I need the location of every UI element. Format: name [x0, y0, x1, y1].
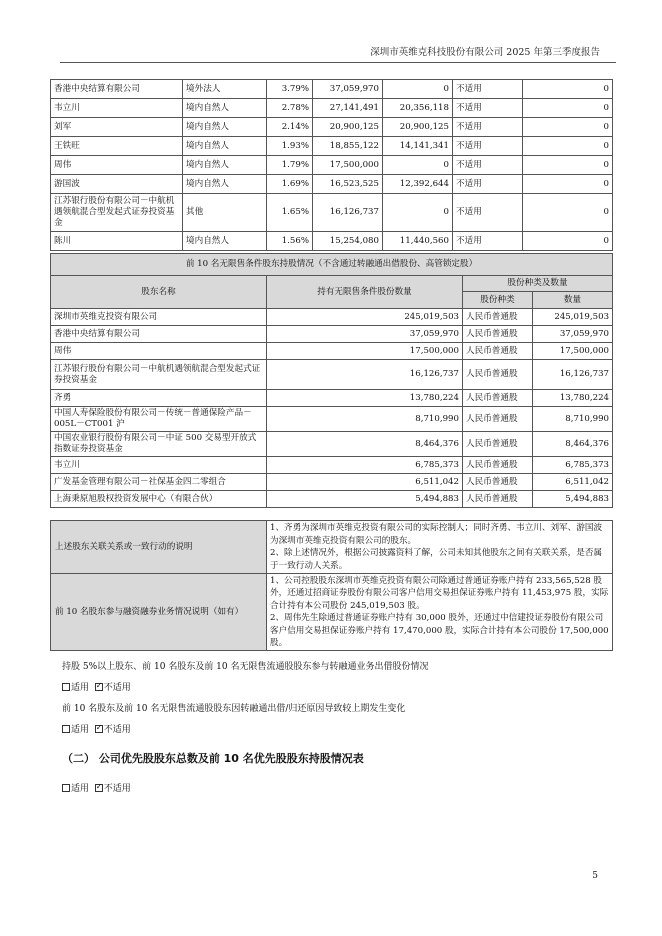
- unres-kind: 人民币普通股: [463, 343, 533, 360]
- not-applicable-label: 不适用: [103, 784, 131, 794]
- unres-num: 37,059,970: [533, 326, 613, 343]
- unres-qty: 6,511,042: [267, 474, 463, 491]
- holder-shares: 16,523,525: [313, 175, 383, 194]
- table-row: [51, 360, 613, 390]
- holder-restricted: 0: [383, 156, 453, 175]
- holder-type: 境内自然人: [183, 175, 267, 194]
- holder-pledged: 0: [523, 137, 613, 156]
- holder-type: 其他: [183, 194, 267, 232]
- lending-note: 持股 5%以上股东、前 10 名股东及前 10 名无限售流通股股东参与转融通业务出借股份情况: [62, 662, 429, 672]
- unres-qty: 16,126,737: [267, 360, 463, 390]
- unres-qty: 13,780,224: [267, 390, 463, 407]
- holder-pledged: 0: [523, 80, 613, 99]
- notes-table: [50, 520, 613, 651]
- unres-num: 6,511,042: [533, 474, 613, 491]
- col-header-class: 股份种类及数量: [463, 276, 613, 292]
- relations-label: 上述股东关联关系或一致行动的说明: [51, 521, 267, 574]
- unres-num: 8,710,990: [533, 407, 613, 432]
- holder-type: 境内自然人: [183, 99, 267, 118]
- holder-restricted: 0: [383, 80, 453, 99]
- holder-type: 境内自然人: [183, 118, 267, 137]
- applicable-checkbox[interactable]: [62, 725, 70, 733]
- holder-shares: 15,254,080: [313, 232, 383, 251]
- col-header-name: 股东名称: [51, 276, 267, 309]
- holder-pledged: 0: [523, 232, 613, 251]
- preferred-checkboxes: [62, 781, 131, 794]
- holder-status: 不适用: [453, 80, 523, 99]
- unres-name: 江苏银行股份有限公司－中航机遇领航混合型发起式证券投资基金: [51, 360, 267, 390]
- table-row: [51, 343, 613, 360]
- applicable-label: 适用: [71, 725, 90, 735]
- holder-status: 不适用: [453, 137, 523, 156]
- holder-name: 韦立川: [51, 99, 183, 118]
- holder-pct: 1.79%: [267, 156, 313, 175]
- holder-status: 不适用: [453, 156, 523, 175]
- unres-kind: 人民币普通股: [463, 390, 533, 407]
- holder-pledged: 0: [523, 156, 613, 175]
- holder-name: 陈川: [51, 232, 183, 251]
- holder-status: 不适用: [453, 118, 523, 137]
- unres-num: 6,785,373: [533, 457, 613, 474]
- table-row: [51, 407, 613, 432]
- col-header-qty: 持有无限售条件股份数量: [267, 276, 463, 309]
- table-row: [51, 232, 613, 251]
- change-checkboxes: [62, 722, 131, 735]
- unres-num: 5,494,883: [533, 491, 613, 508]
- not-applicable-label: 不适用: [103, 725, 131, 735]
- unres-name: 广发基金管理有限公司－社保基金四二零组合: [51, 474, 267, 491]
- holder-type: 境外法人: [183, 80, 267, 99]
- unres-num: 13,780,224: [533, 390, 613, 407]
- holder-pct: 1.56%: [267, 232, 313, 251]
- holder-type: 境内自然人: [183, 232, 267, 251]
- holder-pledged: 0: [523, 118, 613, 137]
- unres-num: 16,126,737: [533, 360, 613, 390]
- holder-shares: 18,855,122: [313, 137, 383, 156]
- holder-type: 境内自然人: [183, 156, 267, 175]
- holder-pledged: 0: [523, 175, 613, 194]
- applicable-checkbox[interactable]: [62, 683, 70, 691]
- holder-shares: 16,126,737: [313, 194, 383, 232]
- table-row: [51, 99, 613, 118]
- unres-name: 香港中央结算有限公司: [51, 326, 267, 343]
- holder-pct: 2.14%: [267, 118, 313, 137]
- holder-name: 江苏银行股份有限公司－中航机遇领航混合型发起式证券投资基金: [51, 194, 183, 232]
- holder-restricted: 0: [383, 194, 453, 232]
- not-applicable-label: 不适用: [103, 683, 131, 693]
- holder-restricted: 11,440,560: [383, 232, 453, 251]
- margin-label: 前 10 名股东参与融资融券业务情况说明（如有）: [51, 574, 267, 651]
- holder-pct: 1.65%: [267, 194, 313, 232]
- holder-name: 游国波: [51, 175, 183, 194]
- holder-type: 境内自然人: [183, 137, 267, 156]
- table-row: [51, 156, 613, 175]
- unres-kind: 人民币普通股: [463, 474, 533, 491]
- unres-name: 中国农业银行股份有限公司－中证 500 交易型开放式指数证券投资基金: [51, 432, 267, 457]
- change-note: 前 10 名股东及前 10 名无限售流通股股东因转融通出借/归还原因导致较上期发生变化: [62, 704, 406, 714]
- unrestricted-section-title: 前 10 名无限售条件股东持股情况（不含通过转融通出借股份、高管锁定股）: [51, 254, 613, 276]
- unres-qty: 8,464,376: [267, 432, 463, 457]
- not-applicable-checkbox[interactable]: [95, 683, 103, 691]
- holder-status: 不适用: [453, 194, 523, 232]
- holder-shares: 20,900,125: [313, 118, 383, 137]
- lending-checkboxes: [62, 680, 131, 693]
- unres-kind: 人民币普通股: [463, 407, 533, 432]
- table-row: [51, 137, 613, 156]
- unres-name: 上海秉原旭股权投资发展中心（有限合伙）: [51, 491, 267, 508]
- holder-pct: 3.79%: [267, 80, 313, 99]
- table-row: [51, 118, 613, 137]
- holder-restricted: 20,900,125: [383, 118, 453, 137]
- unres-qty: 37,059,970: [267, 326, 463, 343]
- applicable-label: 适用: [71, 683, 90, 693]
- unres-kind: 人民币普通股: [463, 457, 533, 474]
- unres-kind: 人民币普通股: [463, 360, 533, 390]
- holder-restricted: 20,356,118: [383, 99, 453, 118]
- page-header: 深圳市英维克科技股份有限公司 2025 年第三季度报告: [370, 47, 600, 58]
- unres-num: 8,464,376: [533, 432, 613, 457]
- not-applicable-checkbox[interactable]: [95, 784, 103, 792]
- top10-holders-table: [50, 79, 613, 251]
- holder-shares: 27,141,491: [313, 99, 383, 118]
- unres-name: 韦立川: [51, 457, 267, 474]
- unres-kind: 人民币普通股: [463, 491, 533, 508]
- table-row: [51, 326, 613, 343]
- margin-text: 1、公司控股股东深圳市英维克投资有限公司除通过普通证券账户持有 233,565,528 股外，还通过招商证券股份有限公司客户信用交易担保证券账户持有 11,453,975 股，实际合计持有本公司股份 245,019,503 股。 2、周伟先生除通过普通证券账户持有 30,000 股外，还通过中信建投证券股份有限公司客户信用交易担保证券账户持有 17,470,000 股，实际合计持有本公司股份 17,500,000 股。: [267, 574, 613, 651]
- table-row: [51, 194, 613, 232]
- holder-name: 香港中央结算有限公司: [51, 80, 183, 99]
- holder-restricted: 12,392,644: [383, 175, 453, 194]
- holder-shares: 17,500,000: [313, 156, 383, 175]
- holder-name: 周伟: [51, 156, 183, 175]
- holder-name: 王铁旺: [51, 137, 183, 156]
- table-row: [51, 390, 613, 407]
- holder-shares: 37,059,970: [313, 80, 383, 99]
- relations-text: 1、齐勇为深圳市英维克投资有限公司的实际控制人；同时齐勇、韦立川、刘军、游国波为深圳市英维克投资有限公司的股东。 2、除上述情况外，根据公司披露资料了解，公司未知其他股东之间有关联关系，是否属于一致行动人关系。: [267, 521, 613, 574]
- applicable-checkbox[interactable]: [62, 784, 70, 792]
- unres-qty: 245,019,503: [267, 309, 463, 326]
- holder-pct: 1.93%: [267, 137, 313, 156]
- table-row: [51, 432, 613, 457]
- unres-kind: 人民币普通股: [463, 326, 533, 343]
- unres-num: 17,500,000: [533, 343, 613, 360]
- unres-qty: 8,710,990: [267, 407, 463, 432]
- unres-kind: 人民币普通股: [463, 432, 533, 457]
- holder-pct: 1.69%: [267, 175, 313, 194]
- holder-restricted: 14,141,341: [383, 137, 453, 156]
- not-applicable-checkbox[interactable]: [95, 725, 103, 733]
- col-header-class-qty: 数量: [533, 292, 613, 309]
- table-row: [51, 80, 613, 99]
- unres-name: 齐勇: [51, 390, 267, 407]
- applicable-label: 适用: [71, 784, 90, 794]
- unres-name: 中国人寿保险股份有限公司－传统－普通保险产品－005L－CT001 沪: [51, 407, 267, 432]
- unres-num: 245,019,503: [533, 309, 613, 326]
- holder-pledged: 0: [523, 194, 613, 232]
- holder-pct: 2.78%: [267, 99, 313, 118]
- table-row: [51, 474, 613, 491]
- holder-pledged: 0: [523, 99, 613, 118]
- unres-qty: 6,785,373: [267, 457, 463, 474]
- table-row: [51, 491, 613, 508]
- table-row: [51, 457, 613, 474]
- unres-kind: 人民币普通股: [463, 309, 533, 326]
- unrestricted-holders-table: [50, 253, 613, 508]
- page-number: 5: [592, 871, 598, 881]
- unres-qty: 17,500,000: [267, 343, 463, 360]
- holder-status: 不适用: [453, 232, 523, 251]
- holder-status: 不适用: [453, 99, 523, 118]
- unres-qty: 5,494,883: [267, 491, 463, 508]
- holder-name: 刘军: [51, 118, 183, 137]
- table-row: [51, 309, 613, 326]
- unres-name: 深圳市英维克投资有限公司: [51, 309, 267, 326]
- col-header-class-type: 股份种类: [463, 292, 533, 309]
- header-rule: [60, 62, 616, 63]
- table-row: [51, 175, 613, 194]
- holder-status: 不适用: [453, 175, 523, 194]
- section-heading: （二） 公司优先股股东总数及前 10 名优先股股东持股情况表: [62, 752, 364, 765]
- unres-name: 周伟: [51, 343, 267, 360]
